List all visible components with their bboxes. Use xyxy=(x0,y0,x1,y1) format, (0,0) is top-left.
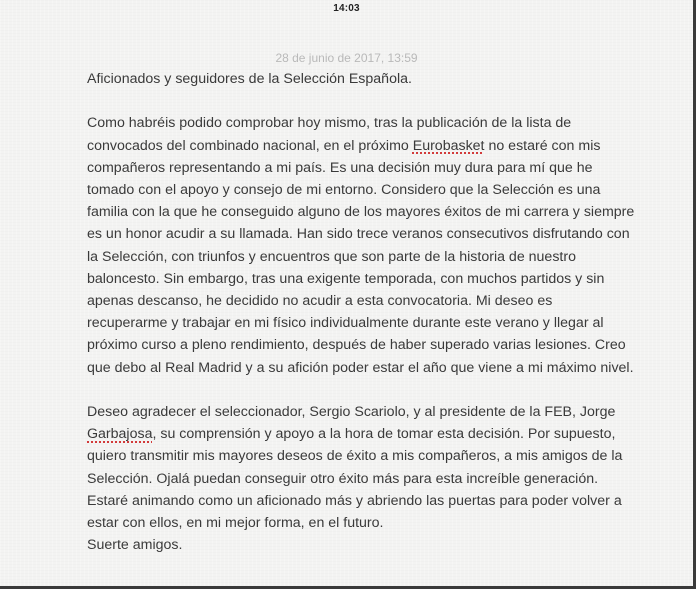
text-line: baloncesto. Sin embargo, tras una exigente temporada, con muchos partidos y sin xyxy=(87,270,605,287)
text-line: compañeros representando a mi país. Es una decisión muy dura para mí que he xyxy=(87,159,593,176)
note-greeting: Aficionados y seguidores de la Selección Española. xyxy=(87,71,412,87)
note-paragraph-1 xyxy=(87,112,677,378)
note-signoff: Suerte amigos. xyxy=(87,537,183,554)
text-line: la Selección, con triunfos y encuentros que son parte de la historia de nuestro xyxy=(87,248,576,265)
text-line: Estaré animando como un aficionado más y abriendo las puertas para poder volver a xyxy=(87,492,622,509)
text-line: Selección. Ojalá puedan conseguir otro éxito más para esta increíble generación. xyxy=(87,470,599,487)
text-line: es un honor acudir a su llamada. Han sido trece veranos consecutivos disfrutando con xyxy=(87,226,630,243)
text-line: quiero transmitir mis mayores deseos de éxito a mis compañeros, a mis amigos de la xyxy=(87,448,623,465)
note-body[interactable] xyxy=(87,68,677,556)
text-line: apenas descanso, he decidido no acudir a esta convocatoria. Mi deseo es xyxy=(87,293,553,310)
text-line: próximo curso a pleno rendimiento, después de haber superado varias lesiones. Creo xyxy=(87,337,626,354)
text-line: recuperarme y trabajar en mi físico individualmente durante este verano y llegar al xyxy=(87,315,604,332)
note-date: 28 de junio de 2017, 13:59 xyxy=(275,51,418,65)
text-line: Garbajosa, su comprensión y apoyo a la hora de tomar esta decisión. Por supuesto, xyxy=(87,426,616,443)
text-line: Como habréis podido comprobar hoy mismo, tras la publicación de la lista de xyxy=(87,115,572,132)
text-line: tomado con el apoyo y consejo de mi entorno. Considero que la Selección es una xyxy=(87,182,601,198)
status-bar-time: 14:03 xyxy=(333,3,360,14)
text-line: Deseo agradecer el seleccionador, Sergio Scariolo, y al presidente de la FEB, Jorge xyxy=(87,404,616,421)
text-line: familia con la que he conseguido alguno de los mayores éxitos de mi carrera y siempre xyxy=(87,204,635,221)
text-line: estar con ellos, en mi mejor forma, en el futuro. xyxy=(87,515,384,532)
paragraph-gap xyxy=(87,90,677,112)
spellcheck-flagged-word[interactable]: Eurobasket xyxy=(412,137,485,154)
text-line: convocados del combinado nacional, en el próximo Eurobasket no estaré con mis xyxy=(87,137,601,154)
note-paragraph-2 xyxy=(87,401,677,556)
paragraph-gap xyxy=(87,379,677,401)
spellcheck-flagged-word[interactable]: Garbajosa xyxy=(87,426,153,443)
text-line: que debo al Real Madrid y a su afición poder estar el año que viene a mi máximo nivel. xyxy=(87,359,634,376)
